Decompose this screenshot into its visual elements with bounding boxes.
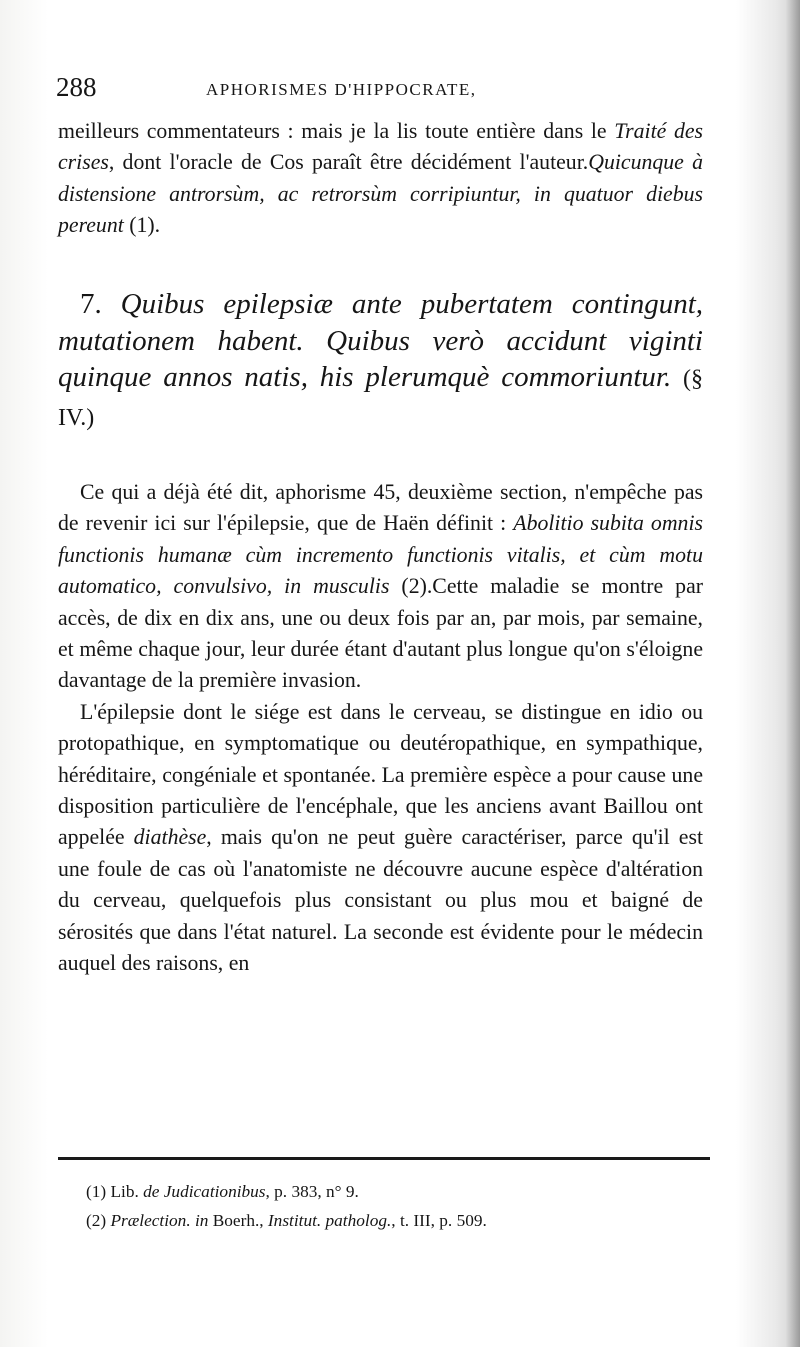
footnote-text: , t. III, p. 509. (391, 1211, 487, 1230)
footnote-mark: (1) (86, 1182, 111, 1201)
commentary-block (58, 477, 703, 980)
intro-text-part: , dont l'oracle de Cos paraît être décidément l'auteur. (108, 150, 589, 175)
intro-text (58, 116, 703, 242)
commentary-text: , mais qu'on ne peut guère caractériser, parce qu'il est une foule de cas où l'anatomiste ne découvre aucune espèce d'altération du cerveau, quelquefois plus consistant ou plus mou et baigné de sérosités que dans l'état naturel. La seconde est évidente pour le médecin auquel des raisons, en (58, 825, 703, 976)
running-head: APHORISMES D'HIPPOCRATE, (206, 80, 477, 99)
footnote-2 (86, 1206, 706, 1235)
commentary-paragraph-2 (58, 697, 703, 980)
aphorism-section-ref: (§ IV.) (58, 366, 703, 431)
commentary-text: Ce qui a déjà été dit, aphorisme 45, deuxième section, n'empêche pas de revenir ici sur l'épilepsie, que de Haën définit : (58, 480, 703, 536)
intro-paragraph (58, 116, 703, 242)
intro-text-part: meilleurs commentateurs : mais je la lis toute entière dans le (58, 119, 615, 143)
intro-italic-title: Traité des crises (58, 119, 704, 175)
page-header (56, 72, 706, 112)
footnote-text: , p. 383, n° 9. (265, 1182, 359, 1201)
aphorism-latin: Quibus epilepsiæ ante pubertatem contingunt, mutationem habent. Quibus verò accidunt viginti quinque annos natis, his plerumquè commoriuntur. (58, 288, 703, 393)
footnote-italic: Prælection. in (110, 1211, 209, 1230)
intro-footnote-ref: (1). (123, 213, 161, 238)
footnotes (86, 1177, 706, 1235)
aphorism-block (58, 286, 703, 436)
footnote-mark: (2) (86, 1211, 111, 1230)
footnote-divider (58, 1157, 710, 1160)
commentary-latin-definition: Abolitio subita omnis functionis humanæ cùm incremento functionis vitalis, et cùm motu automatico, convulsivo, in musculis (58, 511, 703, 599)
footnote-italic: de Judicationibus (143, 1182, 266, 1201)
aphorism-number: 7. (80, 288, 102, 320)
page-number: 288 (56, 72, 97, 102)
footnote-1 (86, 1177, 706, 1206)
footnote-text: Lib. (110, 1182, 144, 1201)
commentary-italic-term: diathèse (133, 825, 207, 850)
commentary-paragraph-1 (58, 477, 703, 697)
page-edge-shadow (786, 0, 800, 1347)
aphorism-text (58, 286, 703, 436)
footnote-italic: Institut. patholog. (267, 1211, 392, 1230)
commentary-text: L'épilepsie dont le siége est dans le cerveau, se distingue en idio ou protopathique, en symptomatique ou deutéropathique, en sympathique, héréditaire, congéniale et spontanée. La première espèce a pour cause une disposition particulière de l'encéphale, que les anciens avant Baillou ont appelée (58, 699, 703, 850)
footnote-text: Boerh., (208, 1211, 268, 1230)
intro-latin-quote: Quicunque à distensione antrorsùm, ac retrorsùm corripiuntur, in quatuor diebus pereunt (58, 150, 703, 238)
commentary-text: (2).Cette maladie se montre par accès, de dix en dix ans, une ou deux fois par an, par mois, par semaine, et même chaque jour, leur durée étant d'autant plus longue qu'on s'éloigne davantage de la première invasion. (58, 574, 704, 693)
